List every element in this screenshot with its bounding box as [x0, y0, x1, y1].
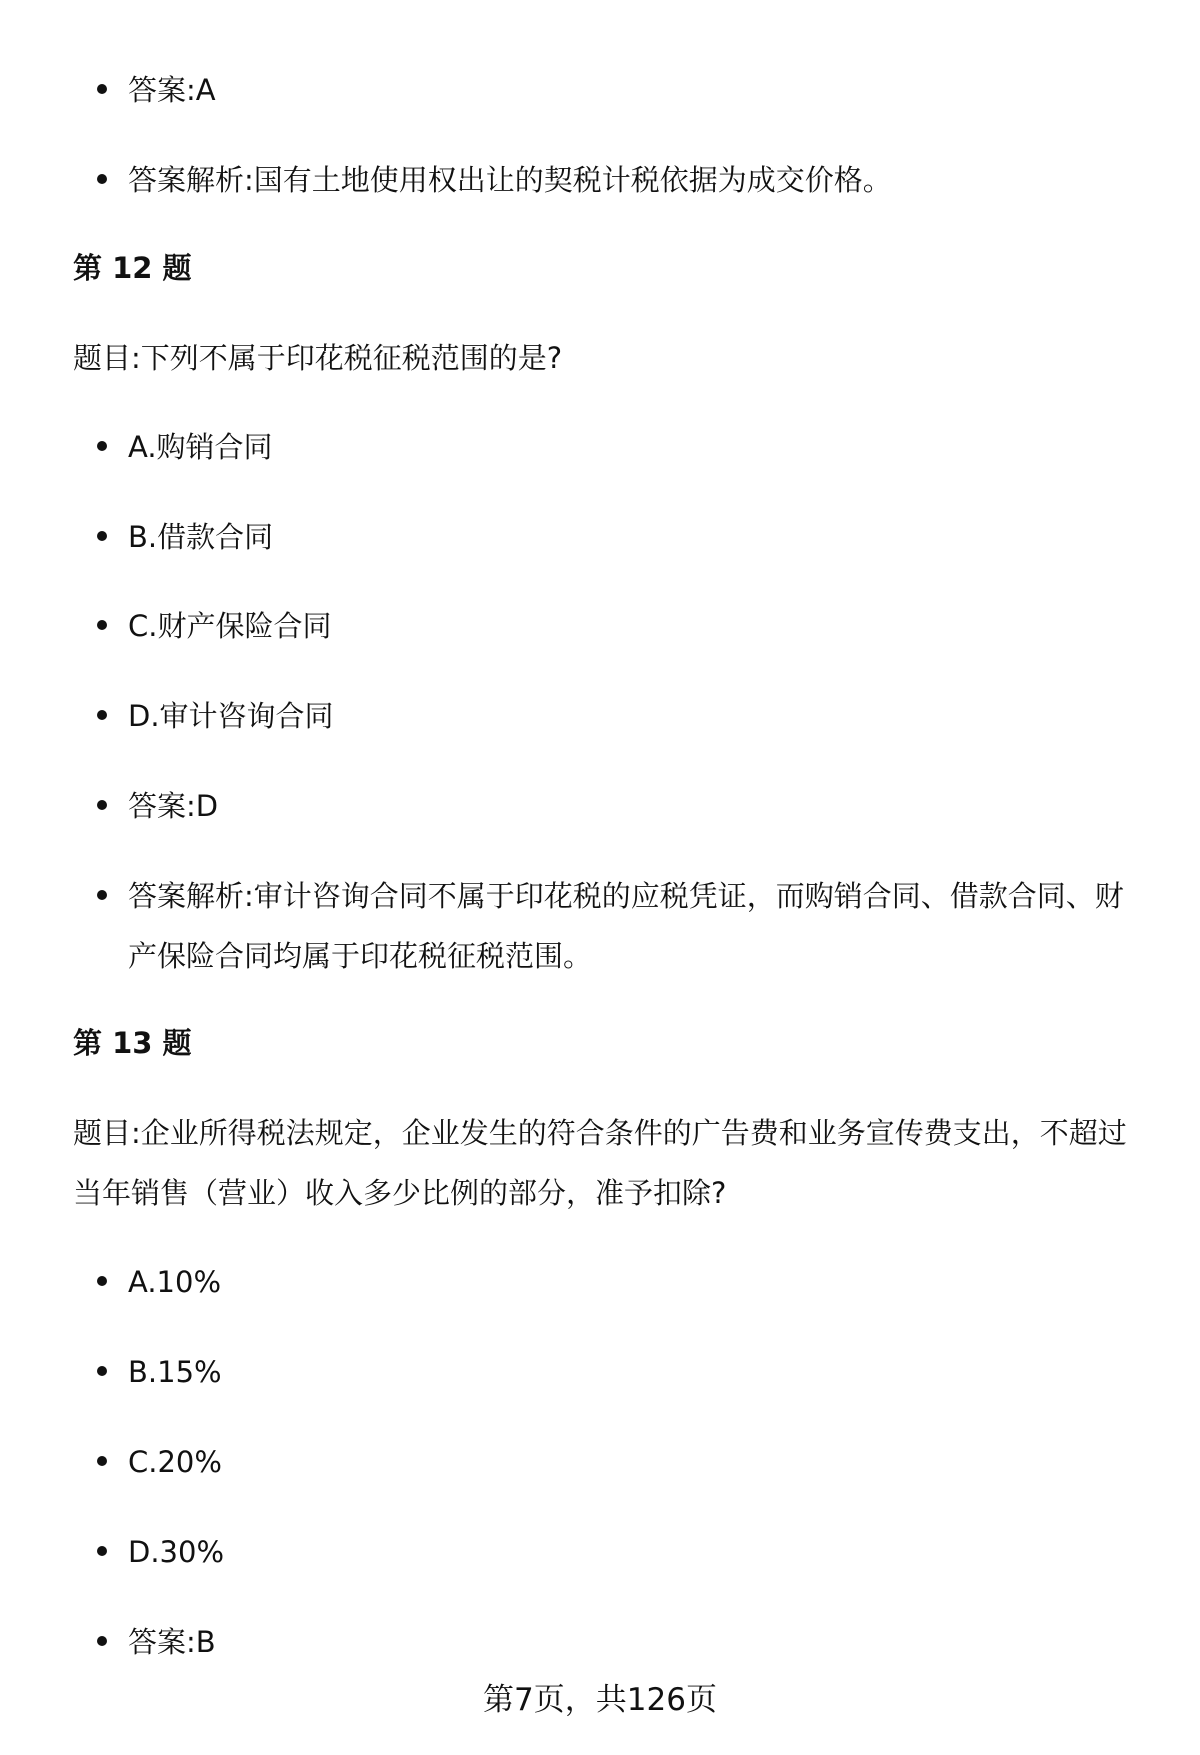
bullet — [97, 1456, 107, 1466]
bullet — [97, 620, 107, 630]
question-12-text: 题目:下列不属于印花税征税范围的是? — [73, 341, 563, 375]
question-12-answer: 答案:D — [128, 789, 219, 823]
prev-explanation: 答案解析:国有土地使用权出让的契税计税依据为成交价格。 — [128, 163, 892, 197]
bullet — [97, 441, 107, 451]
question-13-option-b: B.15% — [128, 1355, 222, 1389]
question-12-explanation-line2: 产保险合同均属于印花税征税范围。 — [128, 939, 593, 973]
bullet — [97, 174, 107, 184]
bullet — [97, 1546, 107, 1556]
question-12-heading: 第 12 题 — [73, 251, 192, 285]
bullet — [97, 1276, 107, 1286]
page-footer: 第7页，共126页 — [483, 1682, 717, 1718]
bullet — [97, 1366, 107, 1376]
bullet — [97, 1636, 107, 1646]
bullet — [97, 710, 107, 720]
question-13-option-d: D.30% — [128, 1535, 225, 1569]
question-13-text-line2: 当年销售（营业）收入多少比例的部分，准予扣除? — [73, 1176, 727, 1210]
question-12-option-c: C.财产保险合同 — [128, 609, 332, 643]
question-13-option-c: C.20% — [128, 1445, 222, 1479]
question-12-explanation-line1: 答案解析:审计咨询合同不属于印花税的应税凭证，而购销合同、借款合同、财 — [128, 879, 1124, 913]
question-12-option-a: A.购销合同 — [128, 430, 273, 464]
question-12-option-d: D.审计咨询合同 — [128, 699, 334, 733]
bullet — [97, 84, 107, 94]
question-13-text-line1: 题目:企业所得税法规定，企业发生的符合条件的广告费和业务宣传费支出，不超过 — [73, 1116, 1127, 1150]
bullet — [97, 800, 107, 810]
question-12-option-b: B.借款合同 — [128, 520, 274, 554]
question-13-heading: 第 13 题 — [73, 1026, 192, 1060]
question-13-option-a: A.10% — [128, 1265, 222, 1299]
bullet — [97, 531, 107, 541]
bullet — [97, 890, 107, 900]
question-13-answer: 答案:B — [128, 1625, 216, 1659]
prev-answer: 答案:A — [128, 73, 216, 107]
